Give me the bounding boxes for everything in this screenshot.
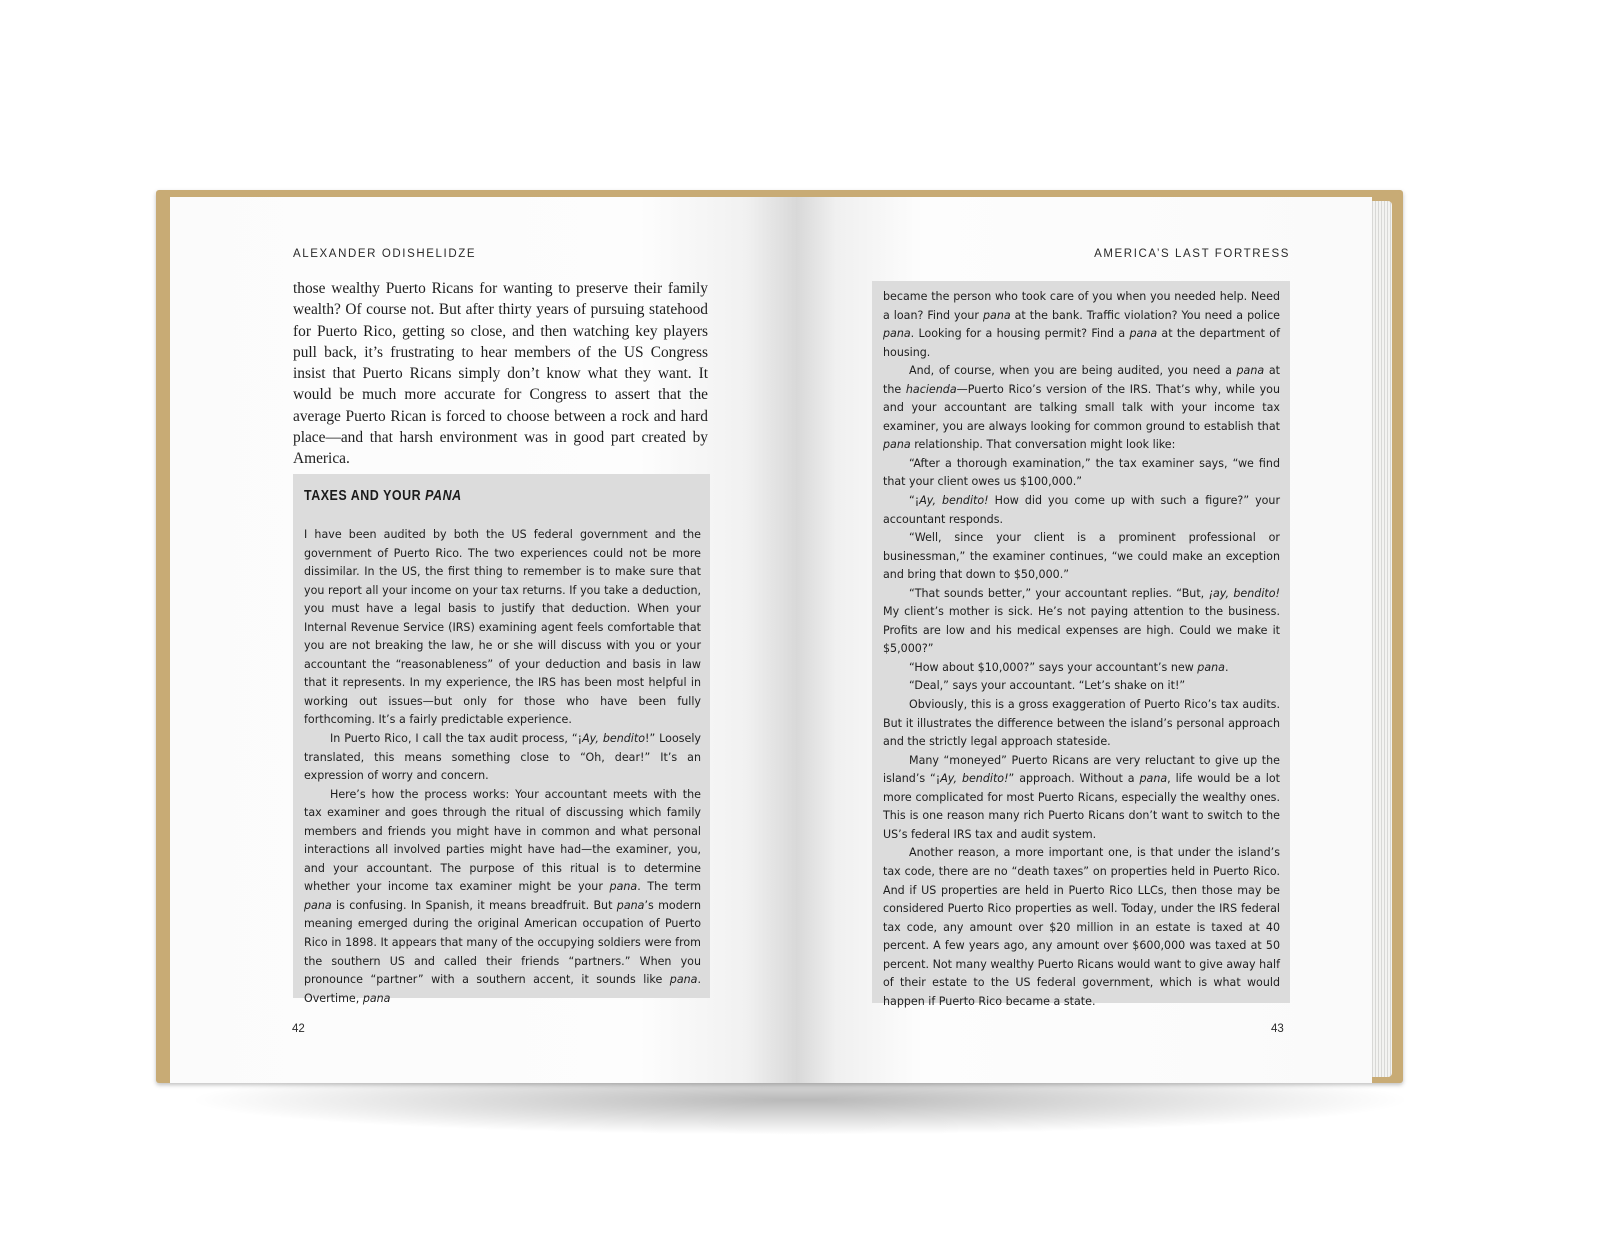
text-run: at the department of housing. [883,327,1280,359]
sidebar-paragraph [883,362,1280,455]
italic-run: pana [669,973,698,987]
running-head-title: AMERICA’S LAST FORTRESS [1094,248,1290,260]
sidebar-title [304,488,462,504]
page-number-left: 42 [292,1023,305,1035]
italic-run: pana [616,898,645,912]
page-edges [1370,201,1392,1077]
sidebar-paragraph [883,492,1280,529]
text-run: I have been audited by both the US federal government and the government of Puerto Rico. The two experiences could not be more dissimilar. In the US, the first thing to remember is to make sure that you report all your income on your tax returns. If you take a deduction, you must have a legal basis to justify that deduction. When your Internal Revenue Service (IRS) examining agent feels comfortable that you are not breaking the law, he or she will discuss with you or your accountant the “reasonableness” of your deduction and basis in law that it represents. In my experience, the IRS has been most helpful in working out issues—but only for those who have been fully forthcoming. It’s a fairly predictable experience. [304,528,701,727]
italic-run: pana [982,308,1011,322]
text-run: ” approach. Without a [1008,772,1140,786]
sidebar-paragraph [304,730,701,786]
text-run: How did you come up with such a figure?” your accountant responds. [883,494,1281,526]
italic-run: pana [883,327,911,341]
italic-run: Ay, bendito! [940,772,1009,786]
text-run: “Well, since your client is a prominent professional or businessman,” the examiner continues, “we could make an exception and bring that down to $50,000.” [883,531,1280,582]
text-run: ’s modern meaning emerged during the original American occupation of Puerto Rico in 1898. It appears that many of the occupying soldiers were from the southern US and called their friends “partners.” When you pronounce “partner” with a southern accent, it sounds like [304,898,701,987]
sidebar-paragraph [883,752,1280,845]
text-run: And, of course, when you are being audited, you need a [909,364,1237,378]
text-run: “After a thorough examination,” the tax examiner says, “we find that your client owes us $100,000.” [883,456,1280,489]
sidebar-box [293,474,710,1005]
text-run: —Puerto Rico’s version of the IRS. That’s why, while you and your accountant are talking small talk with your income tax examiner, you are always looking for common ground to establish that [883,382,1280,433]
text-run: became the person who took care of you when you needed help. Need a loan? Find your [883,290,1280,322]
text-run: . Overtime, [304,973,701,1005]
text-run: “Deal,” says your accountant. “Let’s shake on it!” [909,679,1186,693]
text-run: . The term [637,880,702,894]
text-run: “That sounds better,” your accountant replies. “But, [909,586,1209,600]
italic-run: pana [1197,660,1225,674]
sidebar-body [304,526,701,1008]
italic-run: ¡ay, bendito! [1208,586,1280,600]
text-run: My client’s mother is sick. He’s not paying attention to the business. Profits are low and his medical expenses are high. Could we make it $5,000?” [883,605,1280,656]
text-run: “How about $10,000?” says your accountant’s new [909,660,1198,674]
italic-run: hacienda [905,382,957,396]
italic-run: Ay, bendito [582,732,646,746]
sidebar-paragraph [883,288,1280,362]
sidebar-paragraph [883,844,1280,1011]
text-run: “¡ [909,494,920,508]
text-run: !” Loosely translated, this means something close to “Oh, dear!” It’s an expression of worry and concern. [304,732,701,783]
text-run: , life would be a lot more complicated for most Puerto Ricans, especially the wealthy ones. This is one reason many rich Puerto Ricans don’t want to switch to the US’s federal IRS tax and audit system. [883,772,1280,841]
sidebar-paragraph [883,529,1280,585]
text-run: Obviously, this is a gross exaggeration of Puerto Rico’s tax audits. But it illustrates the difference between the island’s personal approach and the strictly legal approach stateside. [883,698,1280,749]
intro-paragraph: those wealthy Puerto Ricans for wanting to preserve their family wealth? Of course not. But after thirty years of pursuing statehood for Puerto Rico, getting so close, and then watching key players pull back, it’s frustrating to hear members of the US Congress insist that Puerto Ricans simply don’t know what they want. It would be much more accurate for Congress to assert that the average Puerto Rican is forced to choose between a rock and hard place—and that harsh environment was in good part created by America. [293,280,708,468]
sidebar-title-italic: PANA [425,488,462,504]
italic-run: pana [609,880,638,894]
text-run: at the [883,364,1280,396]
text-run: . Looking for a housing permit? Find a [910,327,1130,341]
sidebar-paragraph [304,786,701,1009]
sidebar-paragraph [883,455,1280,492]
running-head-author: ALEXANDER ODISHELIDZE [293,248,477,260]
sidebar-paragraph [883,696,1280,752]
text-run: Here’s how the process works: Your accountant meets with the tax examiner and goes through the ritual of discussing which family members and friends you might have in common and what personal interactions all involved parties might have had—the examiner, you, and your accountant. The purpose of this ritual is to determine whether your income tax examiner might be your [304,787,701,894]
italic-run: pana [362,991,391,1005]
text-run: In Puerto Rico, I call the tax audit process, “¡ [330,732,583,746]
sidebar-paragraph [304,526,701,730]
sidebar-paragraph [883,659,1280,678]
text-run: at the bank. Traffic violation? You need a police [1010,308,1280,322]
text-run: Another reason, a more important one, is that under the island’s tax code, there are no “death taxes” on properties held in Puerto Rico. And if US properties are held in Puerto Rico LLCs, then those may be considered Puerto Rico properties as well. Today, under the IRS federal tax code, any amount over $20 million in an estate is taxed at 40 percent. A few years ago, any amount over $600,000 was taxed at 50 percent. Not many wealthy Puerto Ricans would want to give away half of their estate to the US federal government, which is what would happen if Puerto Rico became a state. [883,846,1280,1008]
sidebar-body-continued [883,288,1280,1011]
sidebar-box-continued [872,281,1290,1008]
text-run: is confusing. In Spanish, it means breadfruit. But [331,898,617,912]
page-number-right: 43 [1271,1023,1284,1035]
italic-run: pana [883,438,911,452]
italic-run: pana [1129,327,1158,341]
sidebar-paragraph [883,677,1280,696]
sidebar-title-text: TAXES AND YOUR [304,488,426,504]
text-run: relationship. That conversation might look like: [910,438,1176,452]
italic-run: pana [304,898,332,912]
italic-run: pana [1236,364,1265,378]
text-run: . [1224,660,1229,674]
italic-run: pana [1139,772,1168,786]
italic-run: Ay, bendito! [919,494,989,508]
text-run: Many “moneyed” Puerto Ricans are very reluctant to give up the island’s “¡ [883,753,1280,786]
sidebar-paragraph [883,585,1280,659]
